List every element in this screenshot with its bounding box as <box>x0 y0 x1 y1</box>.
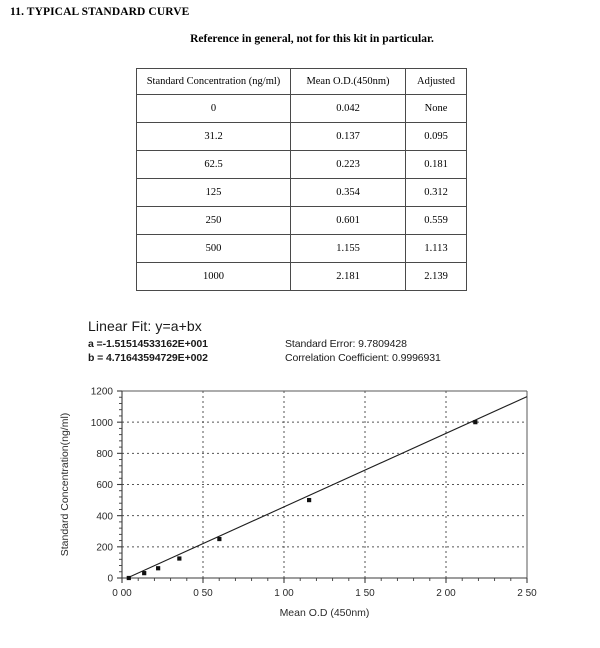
cell-adjusted: 1.113 <box>406 235 467 263</box>
chart-gridlines <box>122 391 527 578</box>
cell-concentration: 1000 <box>137 263 291 291</box>
table-row <box>137 123 467 151</box>
column-header-mean-od: Mean O.D.(450nm) <box>291 69 406 95</box>
cell-adjusted: 2.139 <box>406 263 467 291</box>
cell-concentration: 125 <box>137 179 291 207</box>
standard-curve-chart <box>58 380 558 620</box>
cell-mean-od: 0.223 <box>291 151 406 179</box>
cell-concentration: 250 <box>137 207 291 235</box>
fit-correlation-coefficient: Correlation Coefficient: 0.9996931 <box>285 352 441 364</box>
cell-mean-od: 0.601 <box>291 207 406 235</box>
table-header-row <box>137 69 467 95</box>
fit-coefficient-b: b = 4.71643594729E+002 <box>88 352 208 364</box>
standard-curve-table <box>136 68 467 291</box>
y-tick-label: 600 <box>96 480 113 492</box>
y-tick-label: 0 <box>107 573 113 585</box>
linear-fit-block <box>88 318 441 365</box>
table-row <box>137 207 467 235</box>
y-tick-label: 800 <box>96 448 113 460</box>
fit-coefficient-a: a =-1.51514533162E+001 <box>88 338 208 350</box>
cell-mean-od: 0.042 <box>291 95 406 123</box>
chart-data-points <box>127 420 478 580</box>
y-tick-label: 400 <box>96 511 113 523</box>
table-row <box>137 95 467 123</box>
column-header-adjusted: Adjusted <box>406 69 467 95</box>
fit-row-b <box>88 351 441 365</box>
cell-adjusted: 0.559 <box>406 207 467 235</box>
subtitle-note: Reference in general, not for this kit in particular. <box>190 33 434 45</box>
y-tick-label: 1200 <box>90 386 113 398</box>
table-row <box>137 235 467 263</box>
fit-row-a <box>88 337 441 351</box>
cell-concentration: 31.2 <box>137 123 291 151</box>
x-tick-label: 2 50 <box>517 588 537 599</box>
cell-mean-od: 2.181 <box>291 263 406 291</box>
cell-adjusted: 0.312 <box>406 179 467 207</box>
y-tick-label: 1000 <box>90 417 113 429</box>
x-tick-label: 1 50 <box>355 588 375 599</box>
cell-adjusted: 0.095 <box>406 123 467 151</box>
page-title: 11. TYPICAL STANDARD CURVE <box>10 6 190 18</box>
x-tick-label: 0 00 <box>112 588 132 599</box>
fit-standard-error: Standard Error: 9.7809428 <box>285 338 407 350</box>
chart-canvas <box>58 380 558 620</box>
table-row <box>137 179 467 207</box>
cell-mean-od: 0.354 <box>291 179 406 207</box>
x-tick-label: 2 00 <box>436 588 456 599</box>
cell-mean-od: 0.137 <box>291 123 406 151</box>
y-axis-title: Standard Concentration(ng/ml) <box>59 412 71 557</box>
column-header-concentration: Standard Concentration (ng/ml) <box>137 69 291 95</box>
linear-fit-title: Linear Fit: y=a+bx <box>88 318 202 334</box>
y-tick-label: 200 <box>96 542 113 554</box>
cell-adjusted: 0.181 <box>406 151 467 179</box>
cell-adjusted: None <box>406 95 467 123</box>
x-tick-label: 1 00 <box>274 588 294 599</box>
table-row <box>137 151 467 179</box>
x-axis-title: Mean O.D (450nm) <box>279 607 370 619</box>
cell-concentration: 0 <box>137 95 291 123</box>
cell-mean-od: 1.155 <box>291 235 406 263</box>
table-row <box>137 263 467 291</box>
cell-concentration: 500 <box>137 235 291 263</box>
chart-fit-line <box>127 397 527 578</box>
x-tick-label: 0 50 <box>193 588 213 599</box>
cell-concentration: 62.5 <box>137 151 291 179</box>
